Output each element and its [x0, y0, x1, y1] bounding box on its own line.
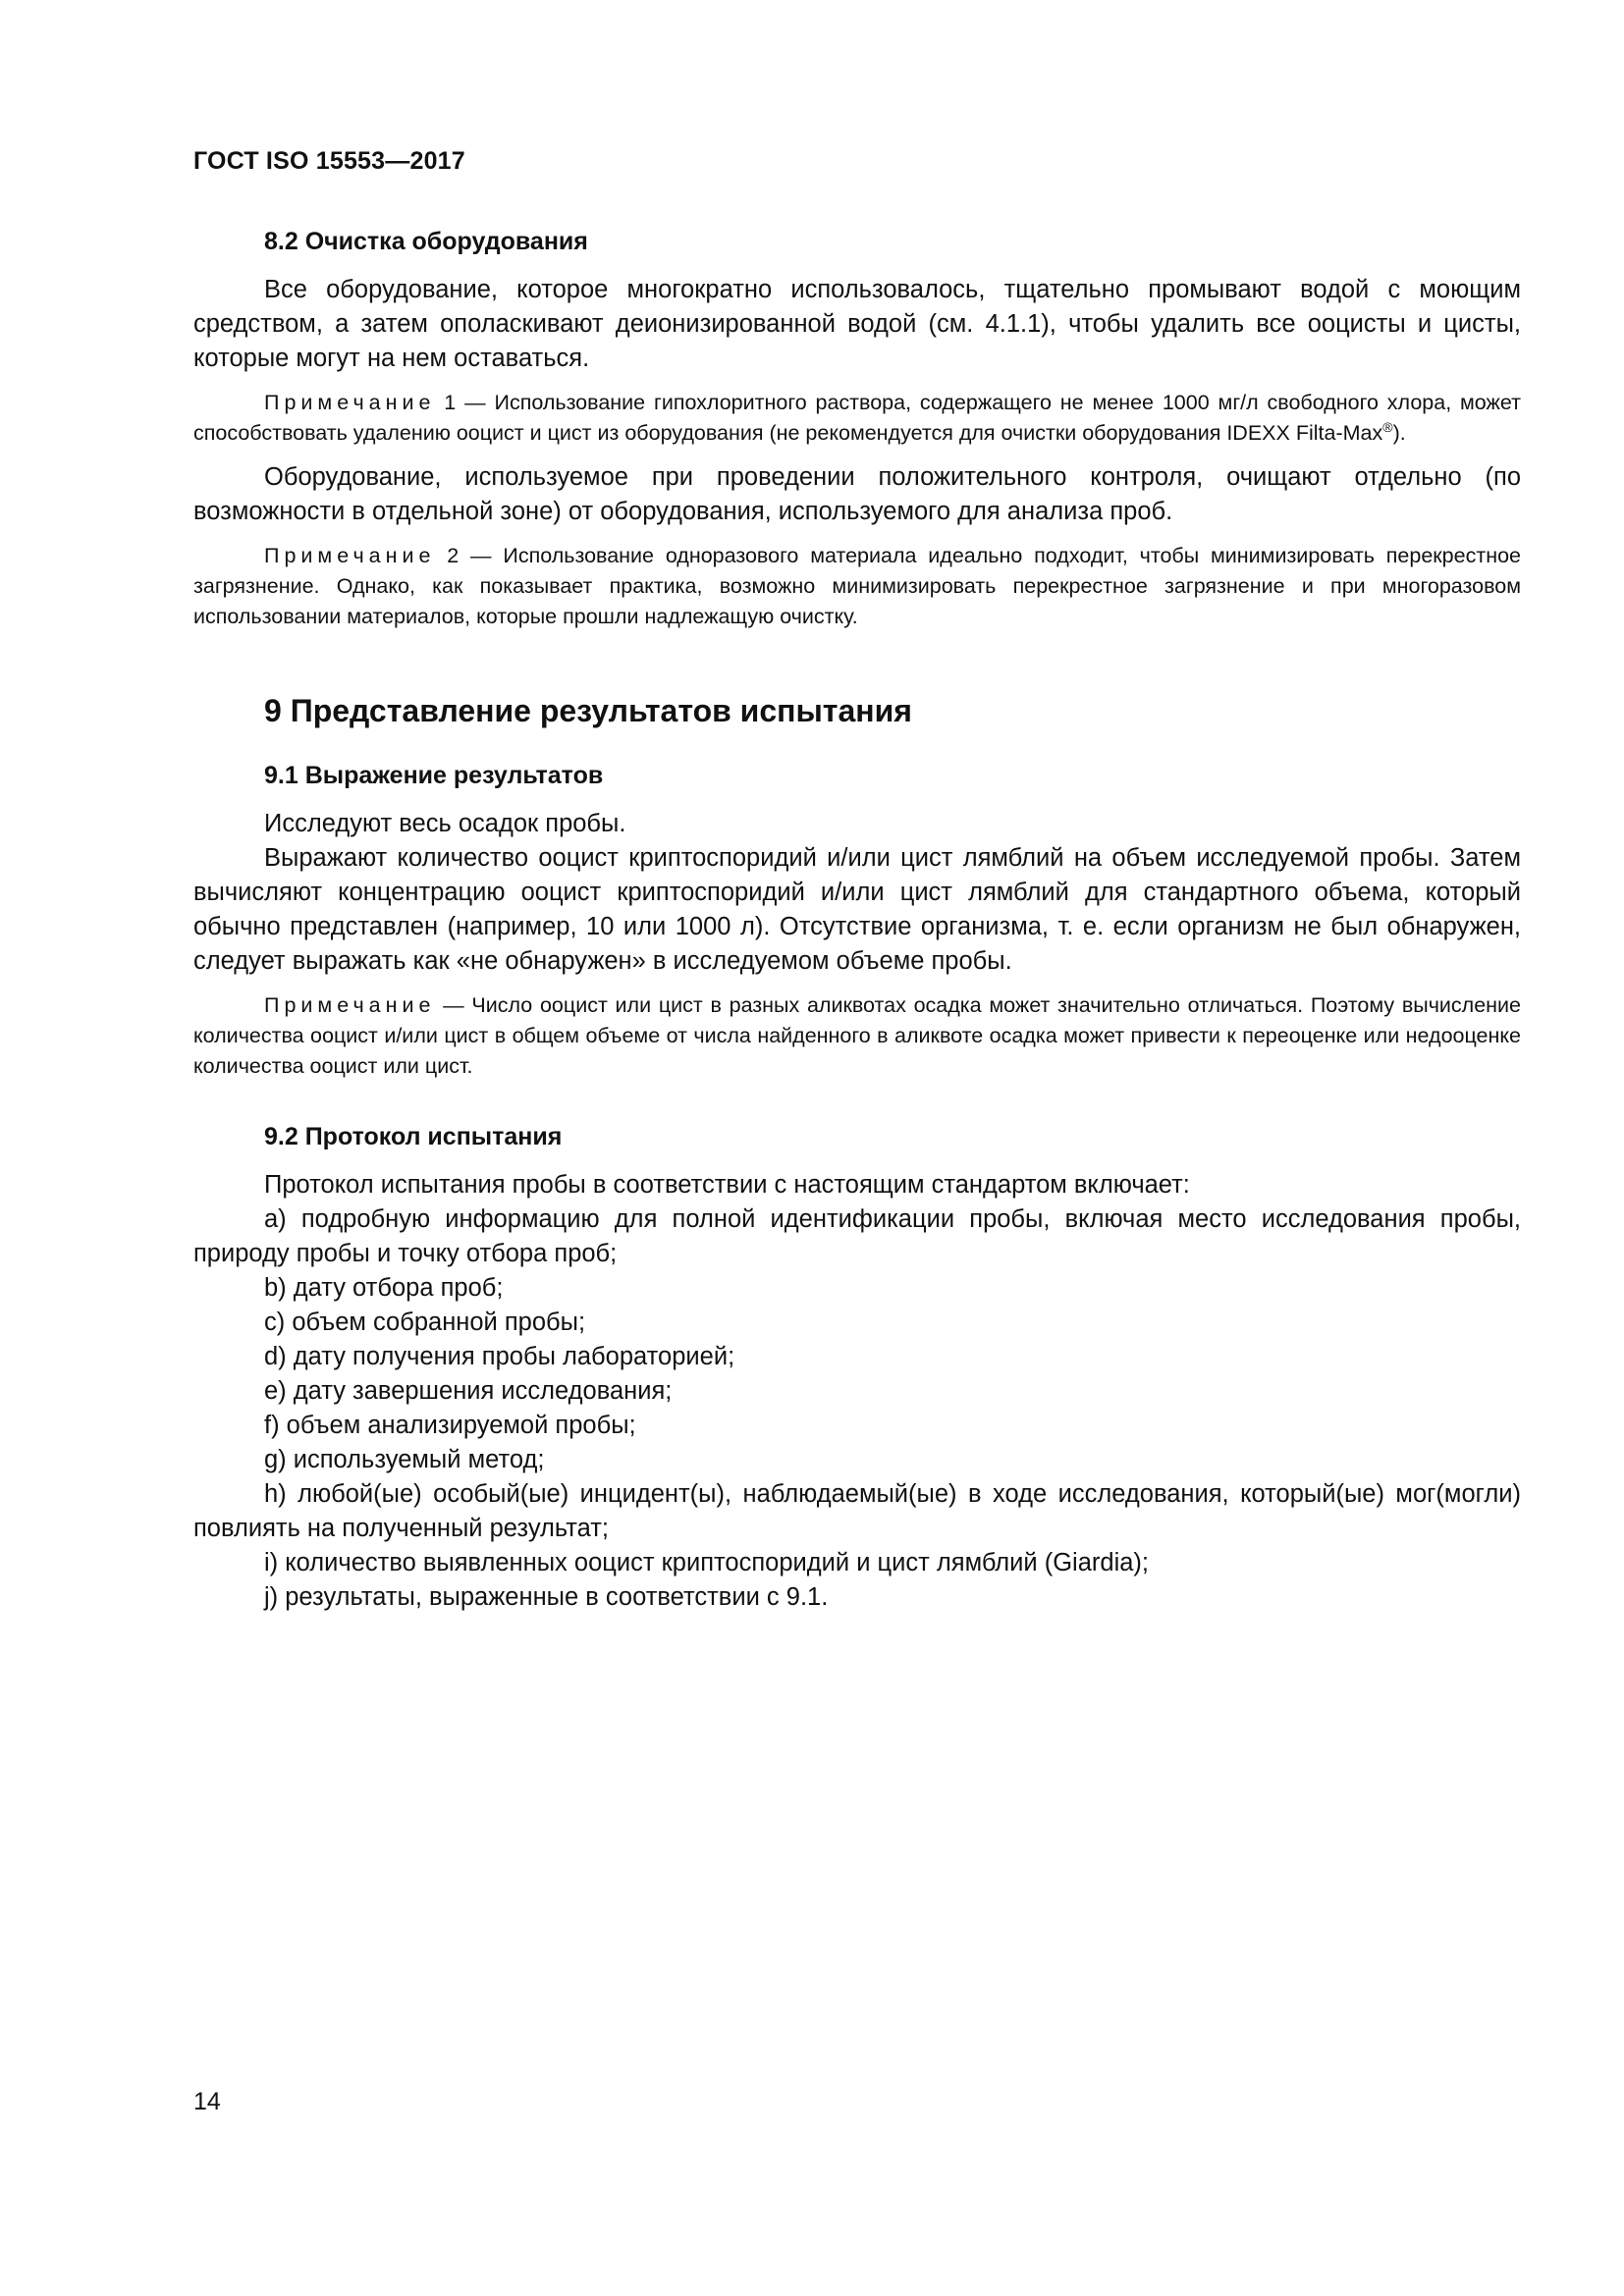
- list-item: f) объем анализируемой пробы;: [264, 1412, 636, 1439]
- section-8-2-paragraph-1: Все оборудование, которое многократно использовалось, тщательно промывают водой с моющим средством, а затем ополаскивают деионизированной водой (см. 4.1.1), чтобы удалить все ооцисты и цисты, которые могут на нем оставаться.: [193, 276, 1521, 372]
- section-9-1-paragraph-2: Выражают количество ооцист криптоспоридий и/или цист лямблий на объем исследуемой пробы. Затем вычисляют концентрацию ооцист криптоспоридий и/или цист лямблий для стандартного объема, который обычно представлен (например, 10 или 1000 л). Отсутствие организма, т. е. если организм не был обнаружен, следует выражать как «не обнаружен» в исследуемом объеме пробы.: [193, 844, 1521, 975]
- list-item: e) дату завершения исследования;: [264, 1377, 673, 1405]
- list-item: h) любой(ые) особый(ые) инцидент(ы), наблюдаемый(ые) в ходе исследования, который(ые) мог(могли) повлиять на полученный результат;: [193, 1480, 1521, 1542]
- note-9-1: [193, 990, 1521, 1082]
- page-number: 14: [193, 2088, 221, 2115]
- list-item: b) дату отбора проб;: [264, 1274, 504, 1302]
- section-9-2-intro: Протокол испытания пробы в соответствии с настоящим стандартом включает:: [264, 1171, 1190, 1199]
- note-9-1-text: — Число ооцист или цист в разных аликвотах осадка может значительно отличаться. Поэтому вычисление количества ооцист и/или цист в общем объеме от числа найденного в аликвоте осадка может привести к переоценке или недооценке количества ооцист или цист.: [193, 993, 1521, 1078]
- list-item: d) дату получения пробы лабораторией;: [264, 1343, 735, 1370]
- list-item: c) объем собранной пробы;: [264, 1308, 586, 1336]
- note-1-text-end: ).: [1392, 421, 1406, 445]
- note-1: [193, 388, 1521, 449]
- note-label: Примечание: [264, 993, 436, 1017]
- note-2: [193, 541, 1521, 632]
- section-8-2-paragraph-2: Оборудование, используемое при проведении положительного контроля, очищают отдельно (по возможности в отдельной зоне) от оборудования, используемого для анализа проб.: [193, 463, 1521, 525]
- note-label: Примечание: [264, 544, 436, 567]
- note-2-text: 2 — Использование одноразового материала идеально подходит, чтобы минимизировать перекрестное загрязнение. Однако, как показывает практика, возможно минимизировать перекрестное загрязнение и при многоразовом использовании материалов, которые прошли надлежащую очистку.: [193, 544, 1521, 628]
- list-item: i) количество выявленных ооцист криптоспоридий и цист лямблий (Giardia);: [264, 1549, 1150, 1576]
- list-item: j) результаты, выраженные в соответствии с 9.1.: [264, 1583, 829, 1611]
- section-8-2-heading: 8.2 Очистка оборудования: [264, 228, 588, 255]
- document-header: ГОСТ ISO 15553—2017: [193, 147, 465, 175]
- section-9-1-paragraph-1: Исследуют весь осадок пробы.: [264, 810, 626, 837]
- registered-mark: ®: [1382, 418, 1393, 435]
- section-9-heading: 9 Представление результатов испытания: [264, 693, 912, 728]
- section-9-2-heading: 9.2 Протокол испытания: [264, 1123, 563, 1150]
- note-label: Примечание: [264, 391, 436, 414]
- list-item: a) подробную информацию для полной идентификации пробы, включая место исследования пробы, природу пробы и точку отбора проб;: [193, 1205, 1521, 1267]
- list-item: g) используемый метод;: [264, 1446, 545, 1473]
- document-body: [193, 224, 1521, 1615]
- section-9-1-heading: 9.1 Выражение результатов: [264, 762, 604, 789]
- note-1-text: 1 — Использование гипохлоритного раствора, содержащего не менее 1000 мг/л свободного хлора, может способствовать удалению ооцист и цист из оборудования (не рекомендуется для очистки оборудования IDEXX Filta-Max: [193, 391, 1521, 445]
